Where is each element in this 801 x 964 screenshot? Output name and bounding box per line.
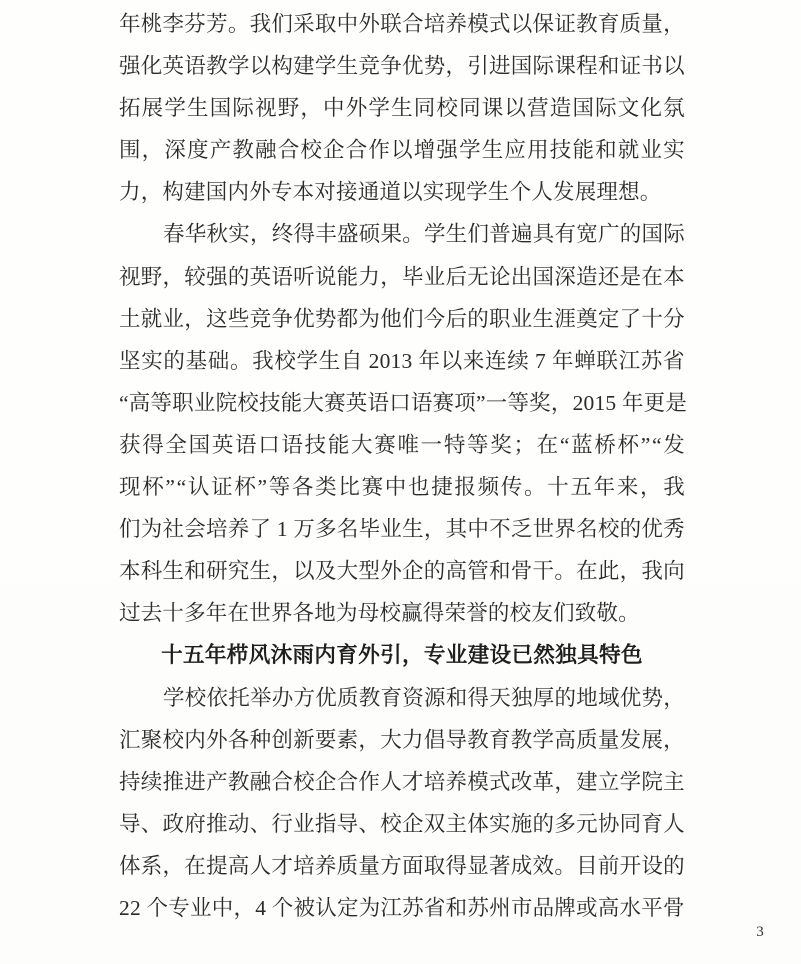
body-line: 22 个 专 业 中 ， 4 个 被 认 定 为 江 苏 省 和 苏 州 市 品 牌 或 高 水 平 骨	[119, 895, 685, 920]
body-line: 围 ， 深 度 产 教 融 合 校 企 合 作 以 增 强 学 生 应 用 技 能 和 就 业 实	[119, 138, 685, 163]
body-line: 土 就 业 ， 这 些 竞 争 优 势 都 为 他 们 今 后 的 职 业 生 涯 奠 定 了 十 分	[119, 306, 685, 331]
body-line: 导 、 政 府 推 动 、 行 业 指 导 、 校 企 双 主 体 实 施 的 多 元 协 同 育 人	[119, 811, 685, 836]
body-line: 学 校 依 托 举 办 方 优 质 教 育 资 源 和 得 天 独 厚 的 地 域 优 势 ，	[163, 685, 685, 710]
body-line: 拓 展 学 生 国 际 视 野 ， 中 外 学 生 同 校 同 课 以 营 造 国 际 文 化 氛	[119, 96, 685, 121]
body-line: 持 续 推 进 产 教 融 合 校 企 合 作 人 才 培 养 模 式 改 革 ， 建 立 学 院 主	[119, 769, 685, 794]
body-line: 强 化 英 语 教 学 以 构 建 学 生 竞 争 优 势 ， 引 进 国 际 课 程 和 证 书 以	[119, 54, 685, 79]
body-line: 现 杯 ” “ 认 证 杯 ” 等 各 类 比 赛 中 也 捷 报 频 传 。 十 五 年 来 ， 我	[119, 475, 685, 500]
body-line: 获 得 全 国 英 语 口 语 技 能 大 赛 唯 一 特 等 奖 ； 在 “ 蓝 桥 杯 ” “ 发	[119, 432, 685, 457]
body-line: 过去十多年在世界各地为母校赢得荣誉的校友们致敬。	[119, 601, 640, 626]
body-line: 本 科 生 和 研 究 生 ， 以 及 大 型 外 企 的 高 管 和 骨 干 。 在 此 ， 我 向	[119, 559, 685, 584]
body-line: 汇 聚 校 内 外 各 种 创 新 要 素 ， 大 力 倡 导 教 育 教 学 高 质 量 发 展 ，	[119, 727, 685, 752]
body-line: 视 野 ， 较 强 的 英 语 听 说 能 力 ， 毕 业 后 无 论 出 国 深 造 还 是 在 本	[119, 264, 685, 289]
body-line: 年 桃 李 芬 芳 。 我 们 采 取 中 外 联 合 培 养 模 式 以 保 证 教 育 质 量 ，	[119, 12, 685, 36]
body-line: 春 华 秋 实 ， 终 得 丰 盛 硕 果 。 学 生 们 普 遍 具 有 宽 广 的 国 际	[163, 222, 685, 247]
body-line: “ 高 等 职 业 院 校 技 能 大 赛 英 语 口 语 赛 项 ” 一 等 奖 ， 2015 年 更 是	[119, 390, 688, 415]
document-text-block	[119, 3, 688, 929]
body-line: 们 为 社 会 培 养 了 1 万 多 名 毕 业 生 ， 其 中 不 乏 世 界 名 校 的 优 秀	[119, 517, 685, 542]
page-number: 3	[756, 924, 764, 940]
body-line: 力，构建国内外专本对接通道以实现学生个人发展理想。	[119, 180, 662, 205]
section-heading: 十五年栉风沐雨内育外引，专业建设已然独具特色	[161, 643, 643, 668]
body-line: 体 系 ， 在 提 高 人 才 培 养 质 量 方 面 取 得 显 著 成 效 。 目 前 开 设 的	[119, 853, 685, 878]
body-line: 坚 实 的 基 础 。 我 校 学 生 自 2013 年 以 来 连 续 7 年 蝉 联 江 苏 省	[119, 348, 685, 373]
